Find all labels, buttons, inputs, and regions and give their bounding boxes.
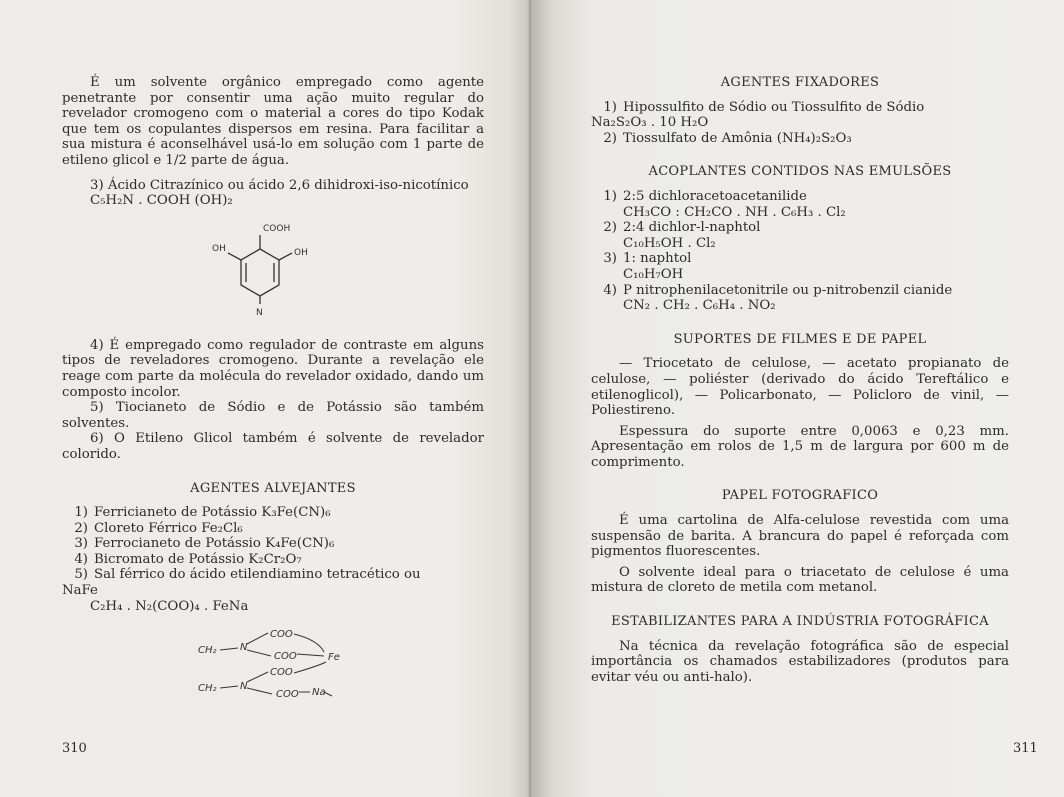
acoplantes-list bbox=[591, 189, 1009, 314]
right-page bbox=[531, 0, 1064, 797]
intro-paragraph: É um solvente orgânico empregado como agente penetrante por consentir uma ação muito regular do revelador cromogeno com o material a cores do tipo Kodak que tem os copulantes dispersos em resina. Para facilitar a sua mistura é aconselhável usá-lo em solução com 1 parte de etileno glicol e 1/2 parte de água. bbox=[62, 75, 484, 168]
svg-text:COO: COO bbox=[270, 629, 293, 641]
list-item: 2) 2:4 dichlor-l-naphtol bbox=[603, 220, 761, 236]
page-number-right: 311 bbox=[1013, 741, 1038, 756]
svg-text:CH₂: CH₂ bbox=[198, 683, 217, 695]
fixadores-list bbox=[591, 100, 1009, 147]
list-item-formula: C₁₀H₇OH bbox=[623, 266, 684, 282]
heading-papel-fotografico: PAPEL FOTOGRAFICO bbox=[721, 488, 879, 504]
list-item: 1) 2:5 dichloracetoacetanilide bbox=[603, 188, 807, 204]
list-item-formula: CN₂ . CH₂ . C₆H₄ . NO₂ bbox=[623, 298, 776, 314]
structure-n-label: N bbox=[256, 307, 263, 318]
left-page-text bbox=[62, 75, 484, 710]
svg-text:COO: COO bbox=[274, 651, 297, 663]
list-item: 1) Ferricianeto de Potássio K₃Fe(CN)₆ bbox=[74, 505, 331, 521]
alvejante-5-formula: C₂H₄ . N₂(COO)₄ . FeNa bbox=[90, 598, 249, 614]
list-item: 3) 1: naphtol bbox=[603, 251, 692, 267]
list-item-formula: C₁₀H₅OH . Cl₂ bbox=[623, 235, 716, 251]
list-item: 2) Tiossulfato de Amônia (NH₄)₂S₂O₃ bbox=[603, 130, 852, 146]
suportes-paragraph-2: Espessura do suporte entre 0,0063 e 0,23 mm. Apresentação em rolos de 1,5 m de largura por 600 m de comprimento. bbox=[591, 423, 1009, 470]
heading-estabilizantes: ESTABILIZANTES PARA A INDÚSTRIA FOTOGRÁFICA bbox=[611, 614, 989, 630]
svg-text:N: N bbox=[240, 681, 248, 693]
edta-iron-complex-structure bbox=[62, 620, 484, 710]
heading-agentes-fixadores: AGENTES FIXADORES bbox=[720, 75, 880, 90]
papel-paragraph-1: É uma cartolina de Alfa-celulose revestida com uma suspensão de barita. A brancura do papel é reforçada com pigmentos fluorescentes. bbox=[591, 513, 1009, 560]
heading-suportes: SUPORTES DE FILMES E DE PAPEL bbox=[673, 331, 927, 347]
svg-text:CH₂: CH₂ bbox=[198, 645, 217, 657]
list-item-formula: CH₃CO : CH₂CO . NH . C₆H₃ . Cl₂ bbox=[623, 204, 846, 220]
svg-text:COO: COO bbox=[270, 667, 293, 679]
item-5-text: 5) Tiocianeto de Sódio e de Potássio são também solventes. bbox=[62, 400, 484, 431]
list-item: 4) P nitrophenilacetonitrile ou p-nitrobenzil cianide bbox=[603, 282, 953, 298]
list-item: 1) Hipossulfito de Sódio ou Tiossulfito de Sódio bbox=[603, 99, 925, 115]
svg-text:Fe: Fe bbox=[328, 652, 340, 664]
left-page bbox=[0, 0, 531, 797]
alvejante-5-continuation: NaFe bbox=[62, 583, 98, 599]
svg-text:N: N bbox=[240, 642, 248, 654]
list-item-formula: Na₂S₂O₃ . 10 H₂O bbox=[591, 115, 709, 131]
list-item: 5) Sal férrico do ácido etilendiamino tetracético ou bbox=[74, 567, 421, 583]
papel-paragraph-2: O solvente ideal para o triacetato de celulose é uma mistura de cloreto de metila com metanol. bbox=[591, 564, 1009, 596]
structure-oh-right-label: OH bbox=[294, 247, 308, 258]
svg-text:Na: Na bbox=[312, 687, 326, 699]
estabilizantes-paragraph-1: Na técnica da revelação fotográfica são de especial importância os chamados estabilizadores (produtos para evitar véu ou anti-halo). bbox=[591, 638, 1009, 685]
structure-cooh-label: COOH bbox=[263, 223, 291, 234]
suportes-paragraph-1: — Triocetato de celulose, — acetato propianato de celulose, — poliéster (derivado do ácido Tereftálico e etilenoglicol), — Policarbonato, — Policloro de vinil, — Poliestireno. bbox=[591, 356, 1009, 419]
item-3-formula: C₅H₂N . COOH (OH)₂ bbox=[90, 193, 233, 209]
svg-text:COO: COO bbox=[276, 689, 299, 701]
citrazinic-acid-structure bbox=[62, 209, 484, 329]
item-4-text: 4) É empregado como regulador de contraste em alguns tipos de reveladores cromogeno. Durante a revelação ele reage com parte da molécula do revelador oxidado, dando um composto incolor. bbox=[62, 337, 484, 400]
alvejantes-list bbox=[62, 505, 484, 614]
item-3-text: 3) Ácido Citrazínico ou ácido 2,6 dihidroxi-iso-nicotínico bbox=[90, 177, 469, 193]
heading-acoplantes: ACOPLANTES CONTIDOS NAS EMULSÕES bbox=[648, 164, 952, 180]
heading-agentes-alvejantes: AGENTES ALVEJANTES bbox=[190, 480, 356, 496]
list-item: 4) Bicromato de Potássio K₂Cr₂O₇ bbox=[74, 551, 302, 567]
right-page-text bbox=[591, 75, 1009, 685]
list-item: 3) Ferrocianeto de Potássio K₄Fe(CN)₆ bbox=[74, 536, 335, 552]
page-number-left: 310 bbox=[62, 741, 87, 756]
item-6-text: 6) O Etileno Glicol também é solvente de revelador colorido. bbox=[62, 431, 484, 462]
structure-oh-left-label: OH bbox=[212, 243, 226, 254]
list-item: 2) Cloreto Férrico Fe₂Cl₆ bbox=[74, 520, 243, 536]
